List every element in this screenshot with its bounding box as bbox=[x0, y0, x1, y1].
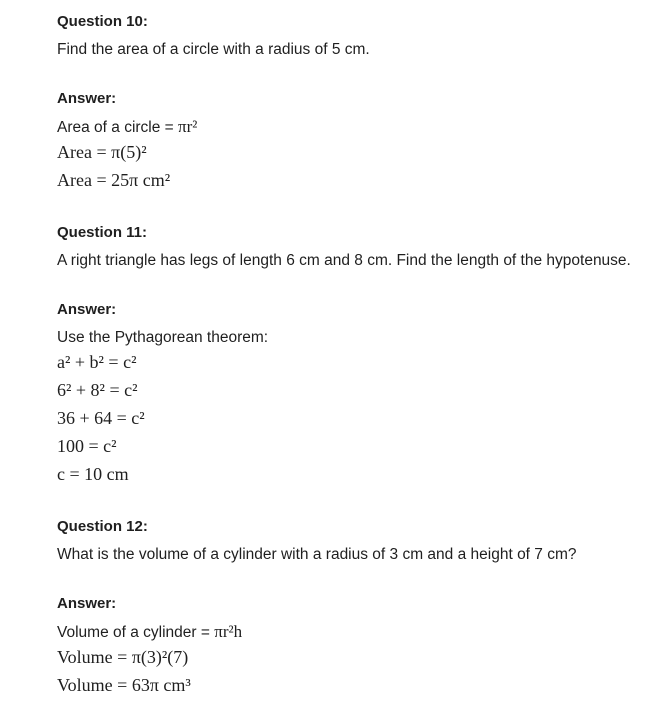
question-12-block bbox=[57, 517, 657, 699]
question-11-block bbox=[57, 223, 657, 488]
question-text: A right triangle has legs of length 6 cm and 8 cm. Find the length of the hypotenuse. bbox=[57, 252, 631, 269]
answer-heading: Answer: bbox=[57, 90, 117, 107]
answer-step: 36 + 64 = c² bbox=[57, 408, 145, 428]
question-text: What is the volume of a cylinder with a radius of 3 cm and a height of 7 cm? bbox=[57, 546, 577, 563]
answer-formula-line bbox=[57, 117, 657, 138]
answer-heading: Answer: bbox=[57, 595, 117, 612]
answer-step: Volume = 63π cm³ bbox=[57, 675, 191, 695]
question-text: Find the area of a circle with a radius of 5 cm. bbox=[57, 41, 370, 58]
question-heading: Question 12: bbox=[57, 518, 148, 535]
formula-label: Area of a circle = bbox=[57, 119, 179, 136]
answer-step: a² + b² = c² bbox=[57, 352, 137, 372]
answer-intro: Use the Pythagorean theorem: bbox=[57, 329, 269, 346]
question-10-block bbox=[57, 12, 657, 194]
answer-formula-line bbox=[57, 622, 657, 643]
formula-math: πr²h bbox=[214, 622, 243, 641]
answer-step: 100 = c² bbox=[57, 436, 117, 456]
formula-math: πr² bbox=[178, 117, 198, 136]
qa-document bbox=[57, 12, 657, 699]
answer-step: Area = 25π cm² bbox=[57, 170, 171, 190]
answer-step: 6² + 8² = c² bbox=[57, 380, 138, 400]
answer-step: Area = π(5)² bbox=[57, 142, 147, 162]
question-heading: Question 11: bbox=[57, 224, 148, 241]
answer-heading: Answer: bbox=[57, 301, 117, 318]
answer-step: c = 10 cm bbox=[57, 464, 129, 484]
answer-step: Volume = π(3)²(7) bbox=[57, 647, 189, 667]
question-heading: Question 10: bbox=[57, 13, 148, 30]
formula-label: Volume of a cylinder = bbox=[57, 624, 215, 641]
